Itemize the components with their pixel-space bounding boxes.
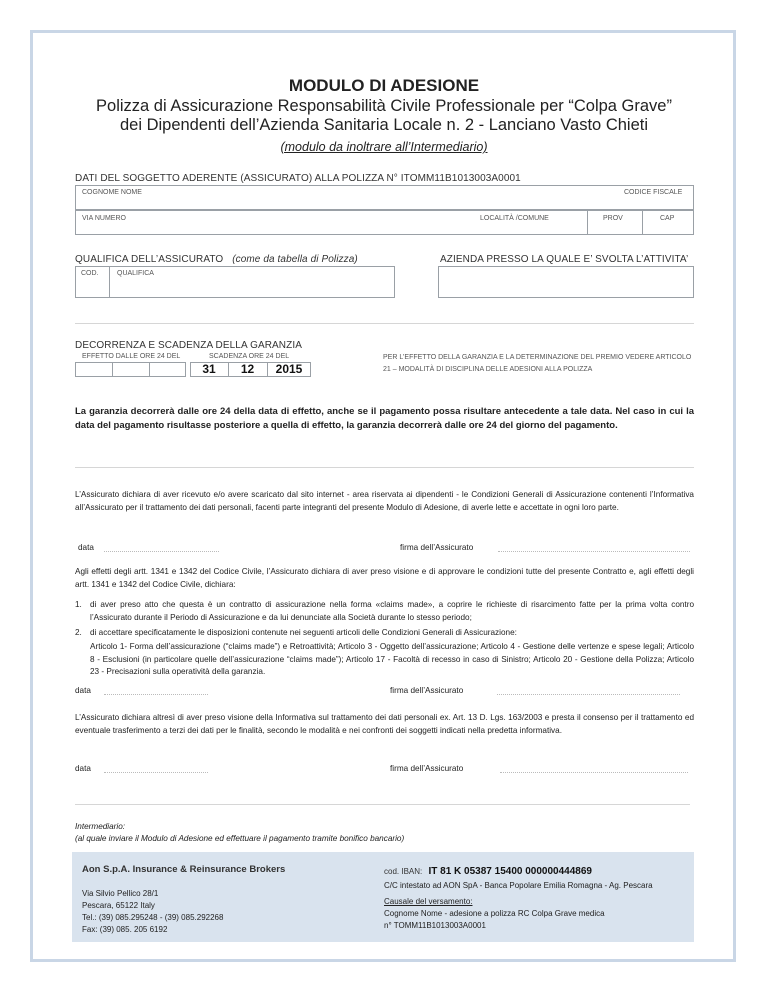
- province-label: PROV: [603, 215, 623, 222]
- page-subtitle-2: dei Dipendenti dell’Azienda Sanitaria Locale n. 2 - Lanciano Vasto Chieti: [119, 116, 649, 134]
- tax-code-label: CODICE FISCALE: [624, 189, 683, 196]
- payment-reason-label: Causale del versamento:: [384, 897, 473, 906]
- broker-fax: Fax: (39) 085. 205 6192: [82, 925, 168, 934]
- intermediary-label: Intermediario:: [75, 822, 126, 831]
- date-input-3[interactable]: [104, 772, 208, 773]
- signature-input-3[interactable]: [500, 772, 688, 773]
- date-input-2[interactable]: [104, 694, 208, 695]
- signature-label-2: firma dell’Assicurato: [390, 686, 464, 695]
- list-number-2: 2.: [75, 628, 82, 637]
- code-label: COD.: [81, 270, 99, 277]
- effective-date-field[interactable]: [75, 362, 186, 377]
- divider: [587, 210, 588, 235]
- effective-date-label: EFFETTO DALLE ORE 24 DEL: [82, 353, 181, 360]
- date-label-2: data: [75, 686, 91, 695]
- bank-account: C/C intestato ad AON SpA - Banca Popolare Emilia Romagna - Ag. Pescara: [384, 881, 653, 890]
- date-input-1[interactable]: [104, 551, 219, 552]
- divider: [75, 323, 694, 324]
- qualification-label: QUALIFICA: [117, 270, 154, 277]
- iban-row: [384, 866, 592, 877]
- page-subtitle-3: (modulo da inoltrare all’Intermediario): [280, 140, 488, 154]
- intermediary-note: (al quale inviare il Modulo di Adesione ed effettuare il pagamento tramite bonifico bancario): [75, 834, 405, 843]
- divider: [75, 467, 694, 468]
- coverage-statement: La garanzia decorrerà dalle ore 24 della data di effetto, anche se il pagamento possa risultare antecedente a tale data. Nel caso in cui la data del pagamento risultasse posteriore a quella di effetto, la garanzia decorrerà dalle ore 24 del giorno del pagamento.: [75, 406, 694, 431]
- broker-phone: Tel.: (39) 085.295248 - (39) 085.292268: [82, 913, 224, 922]
- divider: [149, 362, 150, 377]
- signature-input-2[interactable]: [497, 694, 680, 695]
- declaration-3: L’Assicurato dichiara altresì di aver preso visione della Informativa sul trattamento dei dati personali ex. Art. 13 D. Lgs. 163/2003 e presta il consenso per il trattamento ed eventuale trasferimento a terzi dei dati per le finalità, secondo le modalità e nei confronti dei soggetti indicati nella predetta informativa.: [75, 713, 694, 735]
- qualification-note: (come da tabella di Polizza): [232, 254, 358, 265]
- name-label: COGNOME NOME: [82, 189, 142, 196]
- coverage-note-2: 21 – MODALITÀ DI DISCIPLINA DELLE ADESIONI ALLA POLIZZA: [383, 366, 593, 373]
- company-field[interactable]: [438, 266, 694, 298]
- page-title: MODULO DI ADESIONE: [288, 76, 480, 95]
- city-label: LOCALITÀ /COMUNE: [480, 215, 549, 222]
- address-label: VIA NUMERO: [82, 215, 126, 222]
- date-label-3: data: [75, 764, 91, 773]
- list-item-2: di accettare specificatamente le disposizioni contenute nei seguenti articoli delle Condizioni Generali di Assicurazione:: [90, 628, 517, 637]
- list-item-2-articles: Articolo 1- Forma dell’assicurazione (“claims made”) e Retroattività; Articolo 3 - Oggetto dell’assicurazione; Articolo 4 - Gestione delle vertenze e spese legali; Articolo 8 - Esclusioni (in particolare quelle dell’assicurazione “claims made”); Articolo 17 - Facoltà di recesso in caso di Sinistro; Articolo 20 - Gestione della Polizza; Articolo 23 - Precisazioni sulla operatività della garanzia.: [90, 642, 694, 676]
- list-item-1: di aver preso atto che questa è un contratto di assicurazione nella forma «claims made», a coprire le richieste di risarcimento fatte per la prima volta contro l’Assicurato durante il Periodo di Assicurazione e da lui denunciate alla Società durante lo stesso periodo;: [90, 600, 694, 622]
- iban-label: cod. IBAN:: [384, 867, 423, 876]
- signature-label-3: firma dell’Assicurato: [390, 764, 464, 773]
- divider: [642, 210, 643, 235]
- divider: [112, 362, 113, 377]
- signature-input-1[interactable]: [498, 551, 690, 552]
- signature-label-1: firma dell’Assicurato: [400, 543, 474, 552]
- coverage-period-title: DECORRENZA E SCADENZA DELLA GARANZIA: [75, 340, 302, 351]
- page-subtitle-1: Polizza di Assicurazione Responsabilità Civile Professionale per “Colpa Grave”: [96, 97, 672, 115]
- divider: [75, 804, 690, 805]
- list-number-1: 1.: [75, 600, 82, 609]
- qualification-title-text: QUALIFICA DELL’ASSICURATO: [75, 254, 224, 265]
- section-insured-title: DATI DEL SOGGETTO ADERENTE (ASSICURATO) ALLA POLIZZA N° ITOMM11B1013003A0001: [75, 173, 521, 184]
- expiry-date-label: SCADENZA ORE 24 DEL: [209, 353, 290, 360]
- declaration-1: L’Assicurato dichiara di aver ricevuto e/o avere scaricato dal sito internet - area riservata ai dipendenti - le Condizioni Generali di Assicurazione contenenti l’Informativa all’Assicurato per il trattamento dei dati personali, facenti parte integranti del presente Modulo di Adesione, di averle lette e accettate in ogni loro parte.: [75, 490, 694, 512]
- payment-reason-1: Cognome Nome - adesione a polizza RC Colpa Grave medica: [384, 909, 605, 918]
- declaration-2: Agli effetti degli artt. 1341 e 1342 del Codice Civile, l’Assicurato dichiara di aver preso visione e di approvare le condizioni tutte del presente Contratto e, agli effetti degli artt. 1341 e 1342 del Codice Civile, dichiara:: [75, 567, 694, 589]
- expiry-year: 2015: [275, 362, 303, 376]
- expiry-month: 12: [240, 362, 255, 376]
- broker-address-2: Pescara, 65122 Italy: [82, 901, 155, 910]
- qualification-title: [75, 254, 358, 265]
- iban-value: IT 81 K 05387 15400 000000444869: [428, 866, 592, 877]
- company-title: AZIENDA PRESSO LA QUALE E’ SVOLTA L’ATTIVITA’: [440, 254, 689, 265]
- zip-label: CAP: [660, 215, 675, 222]
- expiry-day: 31: [202, 362, 216, 376]
- coverage-note-1: PER L’EFFETTO DELLA GARANZIA E LA DETERMINAZIONE DEL PREMIO VEDERE ARTICOLO: [383, 354, 692, 361]
- broker-name: Aon S.p.A. Insurance & Reinsurance Brokers: [82, 864, 286, 875]
- payment-reason-2: n° TOMM11B1013003A0001: [384, 921, 486, 930]
- name-field[interactable]: [75, 185, 694, 210]
- broker-address-1: Via Silvio Pellico 28/1: [82, 889, 159, 898]
- date-label-1: data: [78, 543, 94, 552]
